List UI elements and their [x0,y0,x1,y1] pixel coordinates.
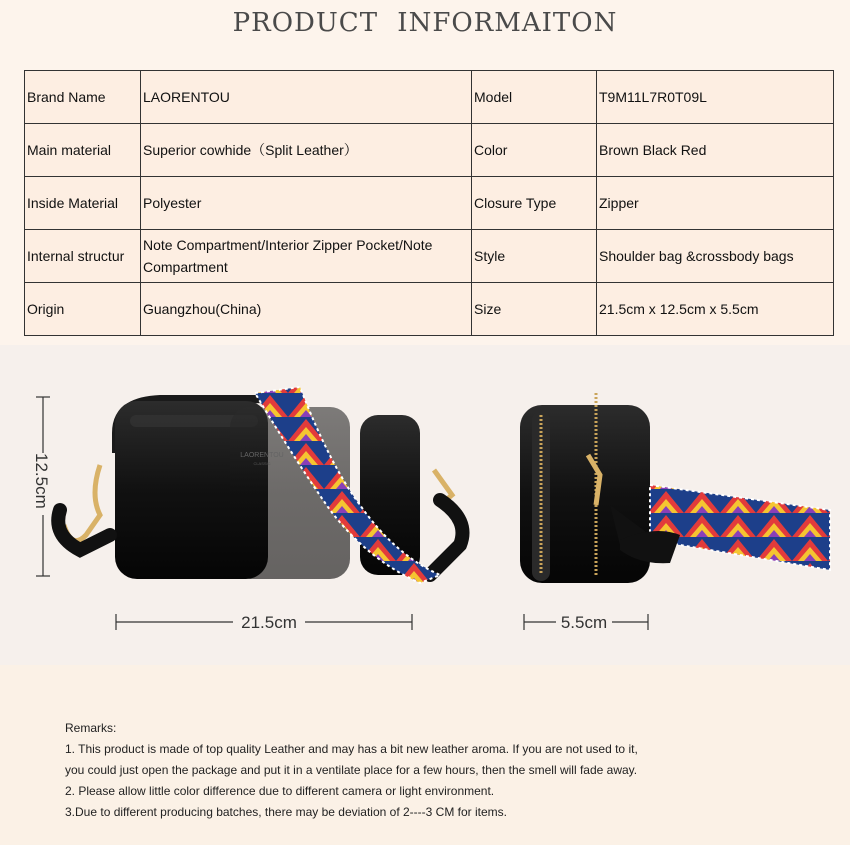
width-dimension [116,611,412,633]
spec-label: Color [472,124,597,177]
table-row [25,230,834,283]
remarks-line: 3.Due to different producing batches, there may be deviation of 2----3 CM for items. [65,805,507,819]
remarks [65,718,825,823]
spec-value: Superior cowhide（Split Leather） [141,124,472,177]
spec-table [24,70,834,336]
product-photo-area [0,345,850,665]
depth-label: 5.5cm [560,613,608,632]
height-label: 12.5cm [32,453,51,509]
spec-value: Guangzhou(China) [141,283,472,336]
depth-dimension [524,611,648,633]
bag-side-image [520,393,830,583]
spec-value: LAORENTOU [141,71,472,124]
page-title: PRODUCT INFORMAITON [232,8,618,38]
spec-label: Closure Type [472,177,597,230]
spec-value: Brown Black Red [597,124,834,177]
remarks-line: 2. Please allow little color difference due to different camera or light environment. [65,784,495,798]
table-row [25,177,834,230]
height-dimension [32,397,52,576]
spec-label: Main material [25,124,141,177]
spec-value: Zipper [597,177,834,230]
spec-value: T9M11L7R0T09L [597,71,834,124]
remarks-heading: Remarks: [65,721,117,735]
spec-label: Model [472,71,597,124]
product-photo [0,345,850,665]
spec-label: Brand Name [25,71,141,124]
spec-value: Polyester [141,177,472,230]
table-row [25,71,834,124]
table-row [25,283,834,336]
spec-label: Size [472,283,597,336]
spec-value: Note Compartment/Interior Zipper Pocket/Note Compartment [141,230,472,283]
width-label: 21.5cm [241,613,297,632]
remarks-line: you could just open the package and put it in a ventilate place for a few hours, then the smell will fade away. [65,763,638,777]
spec-label: Style [472,230,597,283]
spec-label: Inside Material [25,177,141,230]
spec-value: Shoulder bag &crossbody bags [597,230,834,283]
spec-label: Internal structur [25,230,141,283]
spec-label: Origin [25,283,141,336]
remarks-line: 1. This product is made of top quality Leather and may has a bit new leather aroma. If you are not used to it, [65,742,638,756]
spec-value: 21.5cm x 12.5cm x 5.5cm [597,283,834,336]
table-row [25,124,834,177]
bag-front-image [58,387,462,583]
